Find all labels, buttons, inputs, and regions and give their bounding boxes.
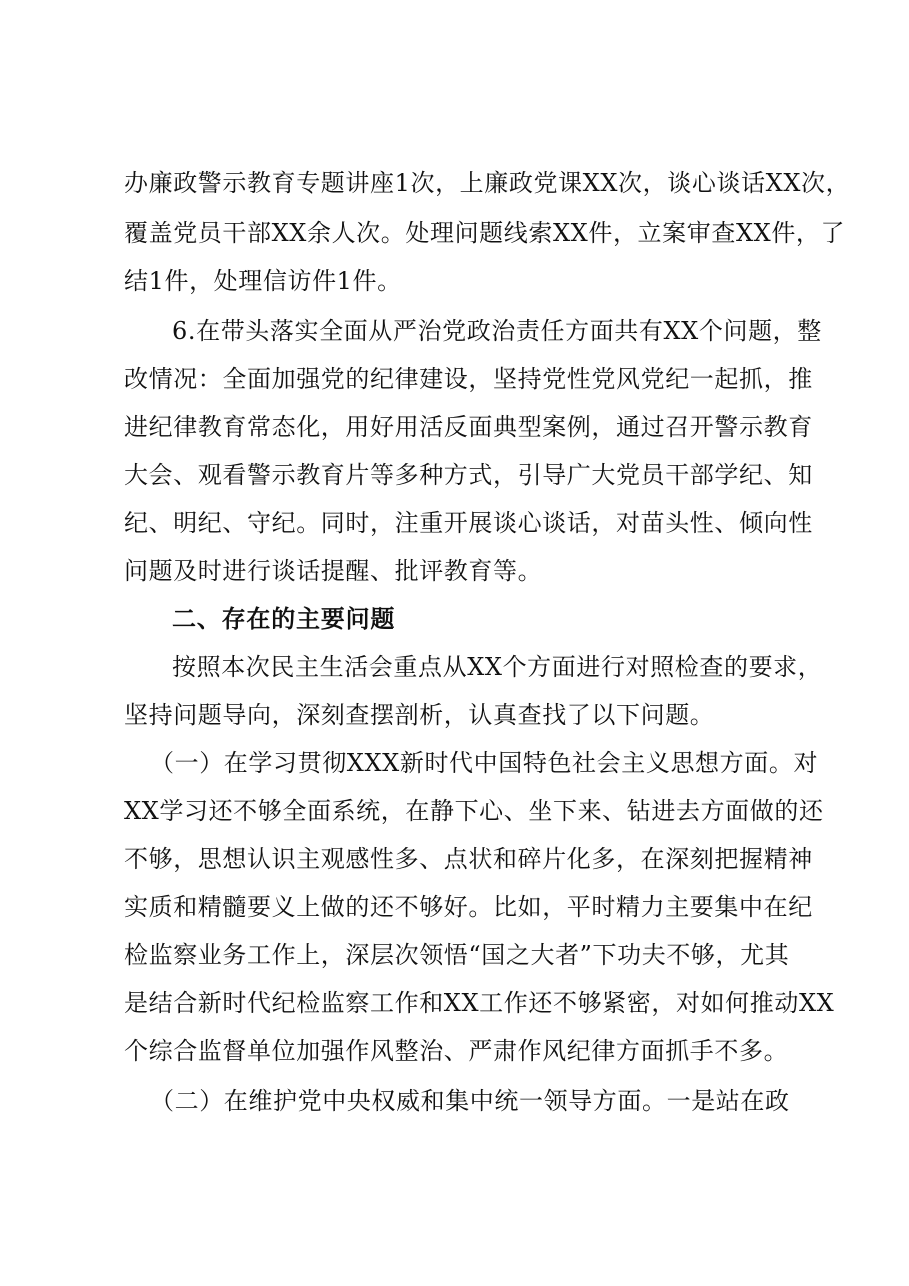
paragraph-start-line: 6.在带头落实全面从严治党政治责任方面共有XX个问题，整: [172, 317, 822, 345]
subsection-start-line: （一）在学习贯彻XXX新时代中国特色社会主义思想方面。对: [150, 749, 819, 777]
body-text-line: 大会、观看警示教育片等多种方式，引导广大党员干部学纪、知: [124, 461, 813, 489]
body-text-line: 检监察业务工作上，深层次领悟“国之大者”下功夫不够，尤其: [124, 941, 790, 969]
body-text-line: XX学习还不够全面系统，在静下心、坐下来、钻进去方面做的还: [124, 797, 824, 825]
body-text-line: 个综合监督单位加强作风整治、严肃作风纪律方面抓手不多。: [124, 1037, 789, 1065]
body-text-line: 结1件，处理信访件1件。: [124, 267, 402, 295]
section-heading: 二、存在的主要问题: [172, 605, 396, 633]
body-text-line: 问题及时进行谈话提醒、批评教育等。: [124, 557, 543, 585]
body-text-line: 改情况：全面加强党的纪律建设，坚持党性党风党纪一起抓，推: [124, 365, 813, 393]
paragraph-start-line: 按照本次民主生活会重点从XX个方面进行对照检查的要求，: [172, 653, 823, 681]
body-text-line: 办廉政警示教育专题讲座1次，上廉政党课XX次，谈心谈话XX次，: [124, 169, 851, 197]
subsection-start-line: （二）在维护党中央权威和集中统一领导方面。一是站在政: [150, 1087, 790, 1115]
body-text-line: 进纪律教育常态化，用好用活反面典型案例，通过召开警示教育: [124, 413, 813, 441]
body-text-line: 实质和精髓要义上做的还不够好。比如，平时精力主要集中在纪: [124, 893, 813, 921]
body-text-line: 是结合新时代纪检监察工作和XX工作还不够紧密，对如何推动XX: [124, 989, 835, 1017]
body-text-line: 覆盖党员干部XX余人次。处理问题线索XX件，立案审查XX件，了: [124, 219, 846, 247]
body-text-line: 坚持问题导向，深刻查摆剖析，认真查找了以下问题。: [124, 701, 715, 729]
body-text-line: 纪、明纪、守纪。同时，注重开展谈心谈话，对苗头性、倾向性: [124, 509, 813, 537]
body-text-line: 不够，思想认识主观感性多、点状和碎片化多，在深刻把握精神: [124, 845, 813, 873]
